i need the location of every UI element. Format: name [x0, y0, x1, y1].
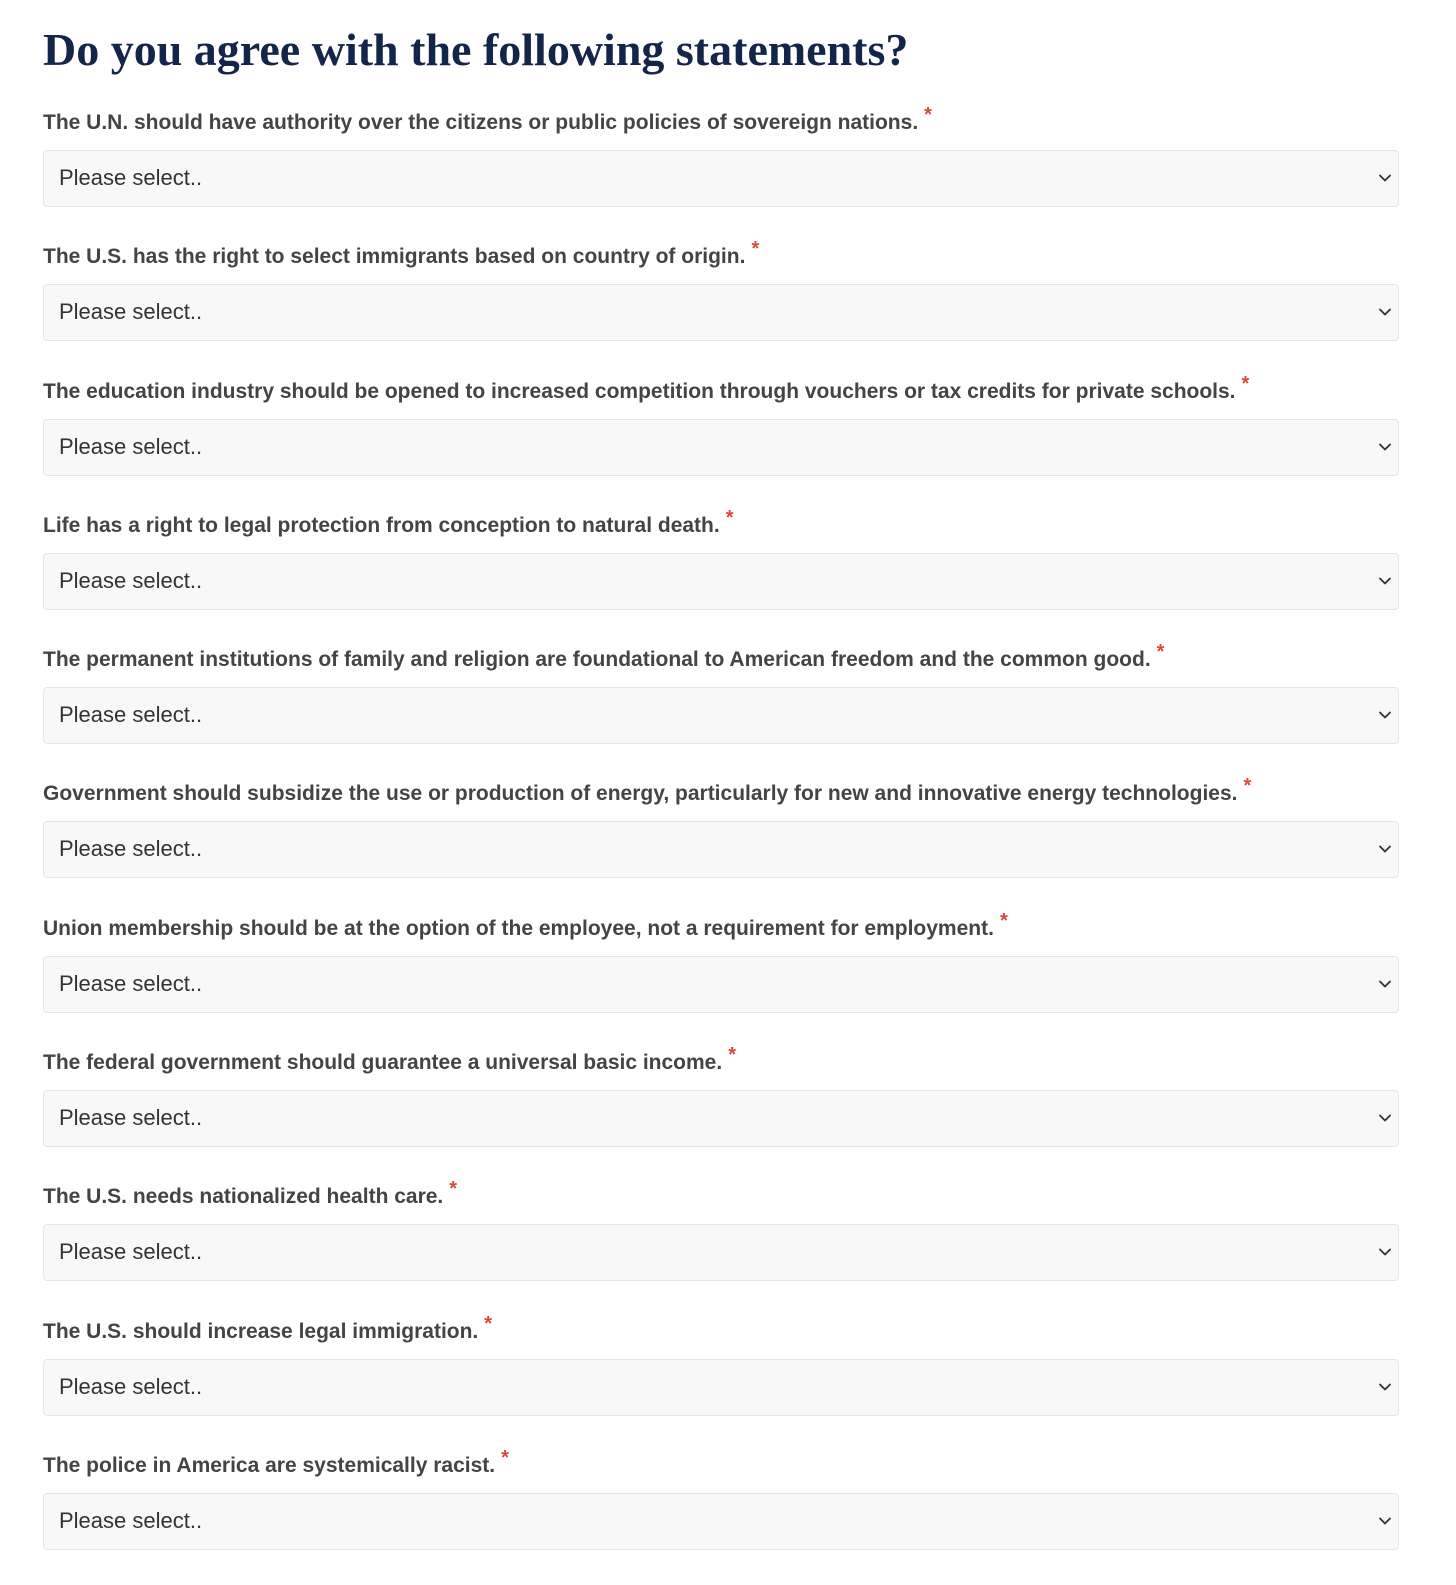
- answer-select[interactable]: [43, 821, 1399, 878]
- question-text: Life has a right to legal protection from conception to natural death.: [43, 513, 720, 537]
- question-un-authority: [43, 104, 1399, 242]
- question-label: [43, 104, 932, 138]
- question-text: The U.N. should have authority over the citizens or public policies of sovereign nations.: [43, 111, 919, 134]
- select-value: Please select..: [59, 299, 203, 325]
- select-value: Please select..: [59, 702, 203, 728]
- chevron-down-icon: [1378, 1245, 1392, 1259]
- chevron-down-icon: [1378, 440, 1392, 454]
- answer-select[interactable]: [43, 1359, 1399, 1416]
- required-mark: *: [501, 1446, 509, 1469]
- answer-select[interactable]: [43, 956, 1399, 1013]
- required-mark: *: [924, 104, 932, 126]
- answer-select[interactable]: [43, 150, 1399, 207]
- question-label: [43, 1044, 736, 1078]
- question-text: Union membership should be at the option of the employee, not a requirement for employment.: [43, 916, 994, 940]
- question-label: [43, 1178, 458, 1212]
- required-mark: *: [725, 506, 734, 529]
- question-energy-subsidy: [43, 775, 1399, 913]
- question-label: [43, 1446, 509, 1481]
- chevron-down-icon: [1378, 708, 1392, 722]
- select-value: Please select..: [59, 970, 203, 996]
- question-text: The permanent institutions of family and religion are foundational to American freedom and the common good.: [43, 648, 1151, 672]
- question-basic-income: [43, 1044, 1399, 1182]
- required-mark: *: [1243, 775, 1252, 798]
- required-mark: *: [449, 1178, 458, 1201]
- survey-form: [43, 0, 1399, 1533]
- select-value: Please select..: [59, 1373, 203, 1399]
- chevron-down-icon: [1378, 574, 1392, 588]
- chevron-down-icon: [1378, 305, 1392, 319]
- question-label: [43, 1312, 493, 1347]
- required-mark: *: [999, 909, 1008, 932]
- required-mark: *: [751, 238, 760, 261]
- question-text: Government should subsidize the use or production of energy, particularly for new and innovative energy technologies.: [43, 782, 1238, 806]
- chevron-down-icon: [1378, 1514, 1392, 1528]
- question-text: The U.S. needs nationalized health care.: [43, 1185, 444, 1209]
- select-value: Please select..: [59, 1507, 203, 1533]
- question-text: The police in America are systemically racist.: [43, 1453, 496, 1477]
- select-value: Please select..: [59, 433, 203, 459]
- answer-select[interactable]: [43, 1493, 1399, 1550]
- chevron-down-icon: [1378, 977, 1392, 991]
- question-label: [43, 238, 760, 272]
- required-mark: *: [484, 1312, 493, 1335]
- question-police-racism: [43, 1446, 1399, 1585]
- answer-select[interactable]: [43, 1090, 1399, 1147]
- answer-select[interactable]: [43, 553, 1399, 610]
- question-education-competition: [43, 372, 1399, 511]
- question-list: [43, 104, 1399, 1585]
- question-text: The federal government should guarantee a universal basic income.: [43, 1051, 723, 1075]
- chevron-down-icon: [1378, 1380, 1392, 1394]
- select-value: Please select..: [59, 836, 203, 862]
- answer-select[interactable]: [43, 1224, 1399, 1281]
- select-value: Please select..: [59, 567, 203, 593]
- question-label: [43, 909, 1008, 944]
- question-label: [43, 372, 1250, 407]
- question-family-religion: [43, 641, 1399, 779]
- question-legal-immigration: [43, 1312, 1399, 1451]
- required-mark: *: [728, 1044, 736, 1067]
- chevron-down-icon: [1378, 1111, 1392, 1125]
- page-title: Do you agree with the following statements?: [43, 24, 909, 75]
- question-immigrant-selection: [43, 238, 1399, 376]
- select-value: Please select..: [59, 165, 203, 190]
- select-value: Please select..: [59, 1105, 203, 1131]
- question-text: The U.S. should increase legal immigration.: [43, 1319, 479, 1343]
- question-label: [43, 641, 1165, 675]
- chevron-down-icon: [1378, 171, 1392, 185]
- answer-select[interactable]: [43, 284, 1399, 341]
- select-value: Please select..: [59, 1239, 203, 1265]
- question-text: The education industry should be opened to increased competition through vouchers or tax credits for private schools.: [43, 379, 1236, 403]
- question-union-membership: [43, 909, 1399, 1048]
- answer-select[interactable]: [43, 687, 1399, 744]
- question-health-care: [43, 1178, 1399, 1316]
- question-text: The U.S. has the right to select immigrants based on country of origin.: [43, 245, 746, 269]
- required-mark: *: [1241, 372, 1250, 395]
- question-label: [43, 506, 734, 541]
- question-label: [43, 775, 1252, 809]
- required-mark: *: [1156, 641, 1165, 664]
- answer-select[interactable]: [43, 419, 1399, 476]
- question-life-protection: [43, 506, 1399, 645]
- chevron-down-icon: [1378, 842, 1392, 856]
